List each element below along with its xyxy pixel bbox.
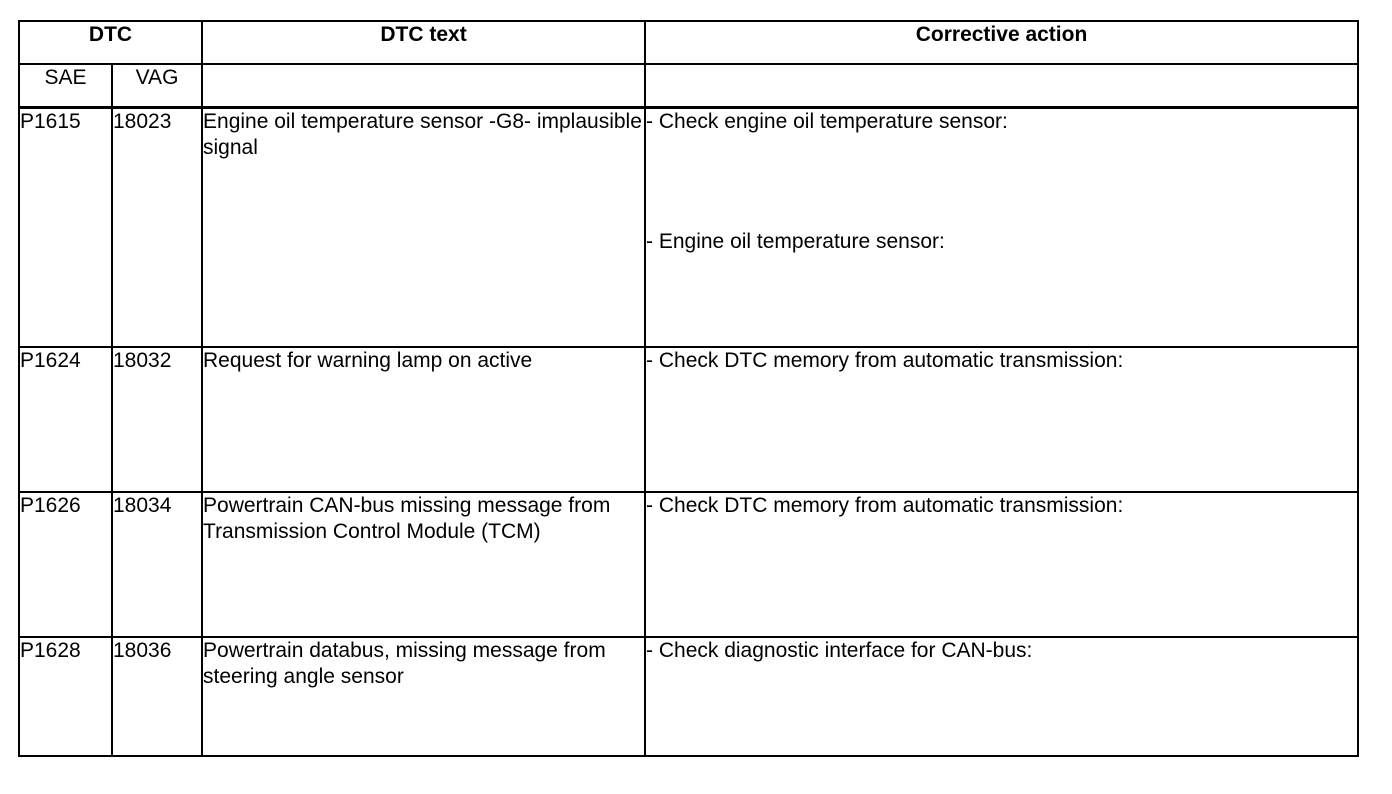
vag-code: 18034	[112, 492, 202, 637]
dtc-text: Request for warning lamp on active	[202, 347, 645, 492]
table-row	[19, 637, 1358, 756]
table-row	[19, 347, 1358, 492]
vag-code: 18023	[112, 108, 202, 347]
table-row	[19, 492, 1358, 637]
subheader-sae: SAE	[19, 64, 112, 108]
action-line: - Check diagnostic interface for CAN-bus:	[646, 638, 1033, 662]
dtc-text: Powertrain CAN-bus missing message from Transmission Control Module (TCM)	[202, 492, 645, 637]
action-line: - Check engine oil temperature sensor:	[646, 110, 1008, 133]
sae-code: P1628	[19, 637, 112, 756]
dtc-text: Powertrain databus, missing message from steering angle sensor	[202, 637, 645, 756]
corrective-action	[645, 637, 1358, 756]
vag-code: 18036	[112, 637, 202, 756]
header-dtc-text: DTC text	[202, 21, 645, 64]
dtc-text: Engine oil temperature sensor -G8- implausible signal	[202, 108, 645, 347]
table-row	[19, 108, 1358, 347]
vag-code: 18032	[112, 347, 202, 492]
sae-code: P1624	[19, 347, 112, 492]
subheader-empty-action	[645, 64, 1358, 108]
dtc-table	[18, 20, 1359, 757]
header-corrective-action: Corrective action	[645, 21, 1358, 64]
action-line: - Engine oil temperature sensor:	[646, 230, 945, 253]
sae-code: P1615	[19, 108, 112, 347]
subheader-vag: VAG	[112, 64, 202, 108]
action-line: - Check DTC memory from automatic transmission:	[646, 493, 1124, 517]
action-line: - Check DTC memory from automatic transmission:	[646, 348, 1124, 372]
sae-code: P1626	[19, 492, 112, 637]
corrective-action	[645, 347, 1358, 492]
corrective-action	[645, 492, 1358, 637]
header-row	[19, 21, 1358, 64]
subheader-row	[19, 64, 1358, 108]
corrective-action	[645, 108, 1358, 347]
subheader-empty-text	[202, 64, 645, 108]
header-dtc: DTC	[19, 21, 202, 64]
